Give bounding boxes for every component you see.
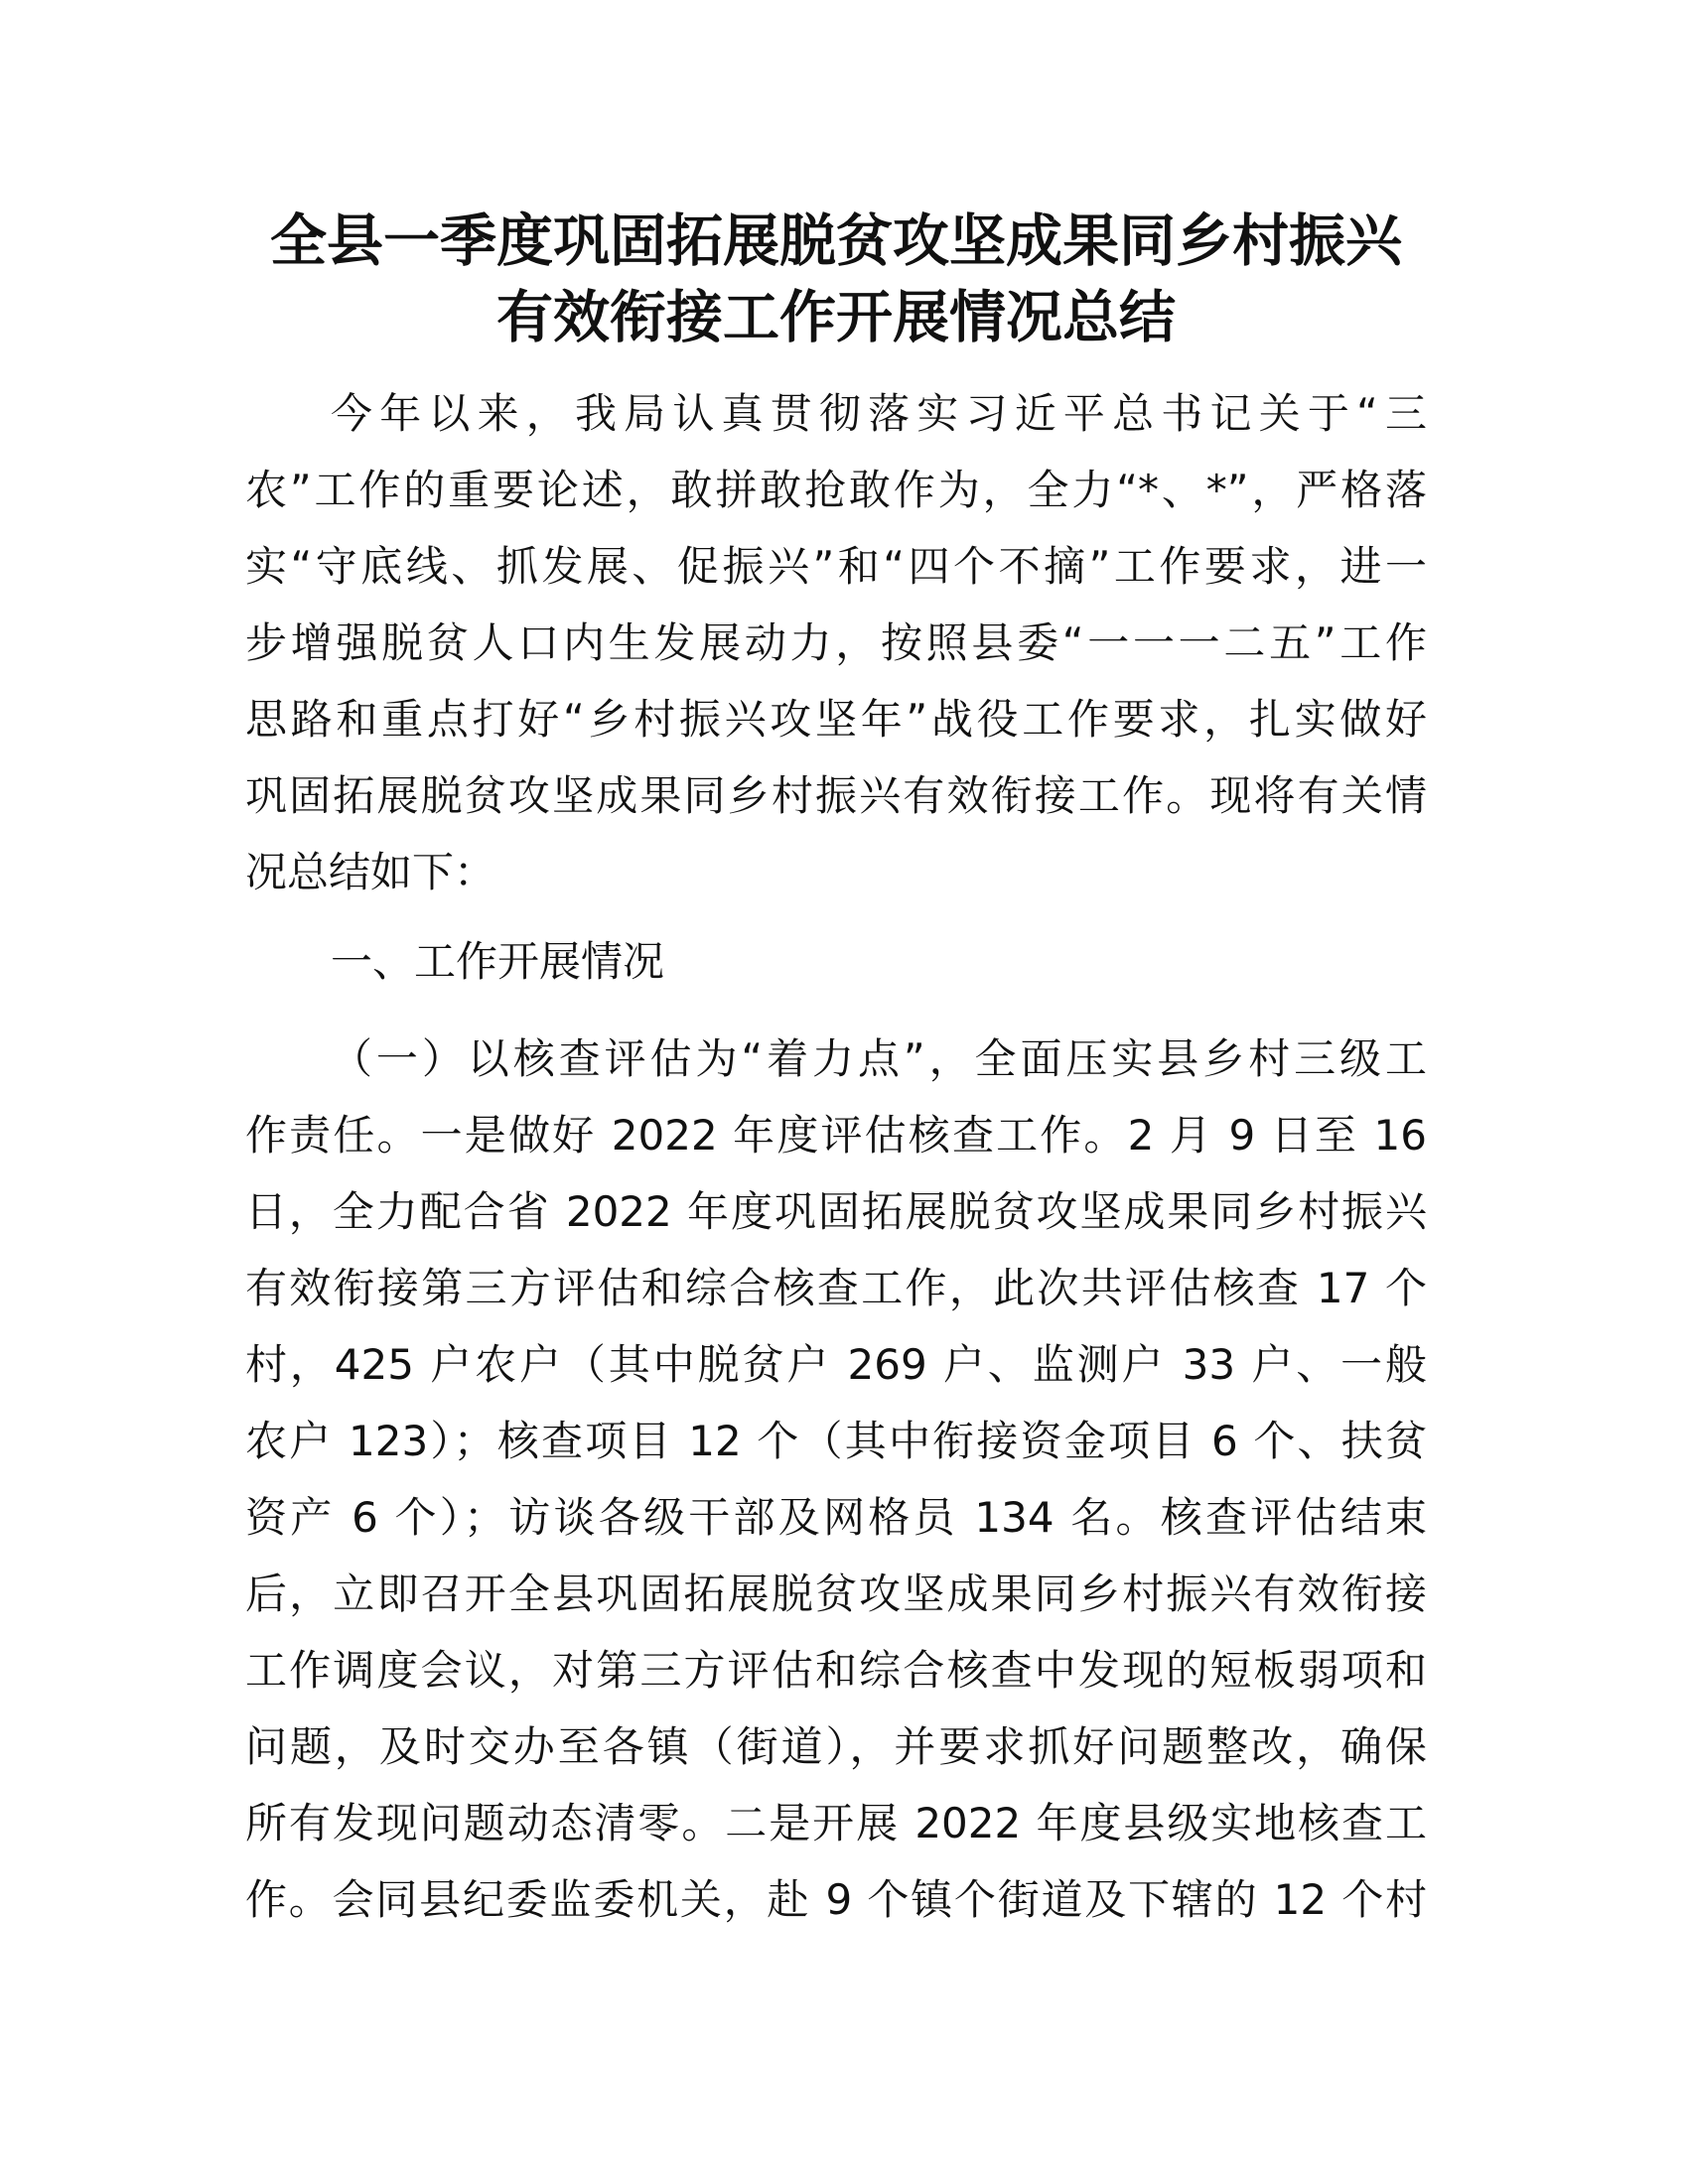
text-line: 工作调度会议，对第三方评估和综合核查中发现的短板弱项和 (245, 1646, 1427, 1695)
text-line: 实“守底线、抓发展、促振兴”和“四个不摘”工作要求，进一 (245, 542, 1427, 591)
text-line: 作。会同县纪委监委机关，赴 9 个镇个街道及下辖的 12 个村 (245, 1875, 1427, 1924)
text-line: 况总结如下： (245, 848, 496, 896)
text-line: 思路和重点打好“乡村振兴攻坚年”战役工作要求，扎实做好 (245, 695, 1427, 744)
text-line: 资产 6 个）；访谈各级干部及网格员 134 名。核查评估结束 (245, 1493, 1427, 1542)
text-line: 巩固拓展脱贫攻坚成果同乡村振兴有效衔接工作。现将有关情 (245, 771, 1427, 820)
text-line: 作责任。一是做好 2022 年度评估核查工作。2 月 9 日至 16 (245, 1111, 1427, 1160)
text-line: 问题，及时交办至各镇（街道），并要求抓好问题整改，确保 (245, 1722, 1427, 1771)
body-paragraph (245, 1021, 1427, 1938)
text-line: 今年以来，我局认真贯彻落实习近平总书记关于“三 (331, 389, 1427, 438)
text-line: 村，425 户农户（其中脱贫户 269 户、监测户 33 户、一般 (245, 1340, 1427, 1389)
text-line: （一）以核查评估为“着力点”，全面压实县乡村三级工 (331, 1034, 1427, 1083)
text-line: 步增强脱贫人口内生发展动力，按照县委“一一一二五”工作 (245, 618, 1427, 667)
section-heading-text: 一、工作开展情况 (331, 937, 665, 986)
document-title (245, 204, 1427, 356)
text-line: 后，立即召开全县巩固拓展脱贫攻坚成果同乡村振兴有效衔接 (245, 1570, 1427, 1618)
text-line: 日，全力配合省 2022 年度巩固拓展脱贫攻坚成果同乡村振兴 (245, 1187, 1427, 1236)
text-line: 农户 123）；核查项目 12 个（其中衔接资金项目 6 个、扶贫 (245, 1417, 1427, 1465)
text-line: 所有发现问题动态清零。二是开展 2022 年度县级实地核查工 (245, 1799, 1427, 1847)
title-line-1: 全县一季度巩固拓展脱贫攻坚成果同乡村振兴 (270, 208, 1402, 274)
section-heading (245, 923, 1427, 1000)
intro-paragraph (245, 375, 1427, 910)
title-line-2: 有效衔接工作开展情况总结 (496, 285, 1176, 350)
text-line: 有效衔接第三方评估和综合核查工作，此次共评估核查 17 个 (245, 1264, 1427, 1312)
text-line: 农”工作的重要论述，敢拼敢抢敢作为，全力“*、*”，严格落 (245, 466, 1427, 514)
